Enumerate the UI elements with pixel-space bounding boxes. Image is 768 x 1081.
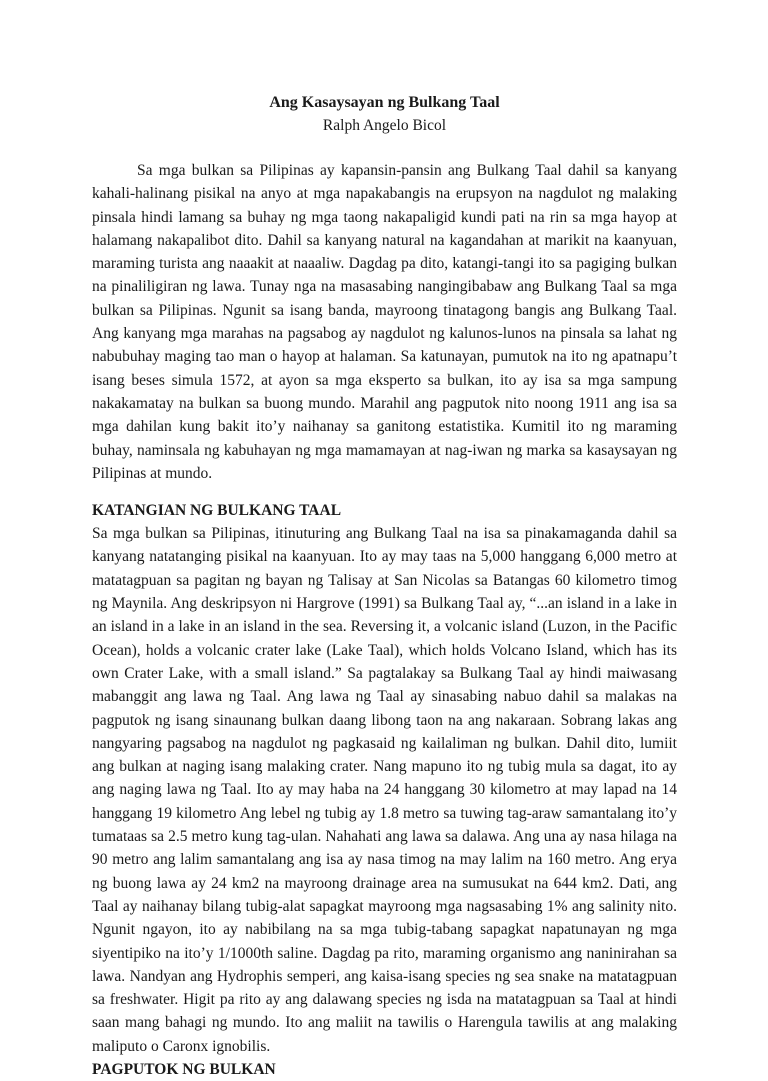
section-paragraph-katangian: Sa mga bulkan sa Pilipinas, itinuturing ang Bulkang Taal na isa sa pinakamaganda dahil sa kanyang natatanging pisikal na kaanyuan. Ito ay may taas na 5,000 hanggang 6,000 metro at matatagpuan sa pagitan ng bayan ng Talisay at San Nicolas sa Batangas 60 kilometro timog ng Maynila. Ang deskripsyon ni Hargrove (1991) sa Bulkang Taal ay, “...an island in a lake in an island in a lake in an island in the sea. Reversing it, a volcanic island (Luzon, in the Pacific Ocean), holds a volcanic crater lake (Lake Taal), which holds Volcano Island, which has its own Crater Lake, with a small island.” Sa pagtalakay sa Bulkang Taal ay hindi maiwasang mabanggit ang lawa ng Taal. Ang lawa ng Taal ay sinasabing nabuo dahil sa malakas na pagputok ng isang sinaunang bulkan daang libong taon na ang nakaraan. Sobrang lakas ang nangyaring pagsabog na nagdulot ng pagkasaid ng kailaliman ng bulkan. Dahil dito, lumiit ang bulkan at naging isang malaking crater. Nang mapuno ito ng tubig mula sa dagat, ito ay ang naging lawa ng Taal. Ito ay may haba na 24 hanggang 30 kilometro at may lapad na 14 hanggang 19 kilometro Ang lebel ng tubig ay 1.8 metro sa tuwing tag-araw samantalang ito’y tumataas sa 2.5 metro kung tag-ulan. Nahahati ang lawa sa dalawa. Ang una ay nasa hilaga na 90 metro ang lalim samantalang ang isa ay nasa timog na may lalim na 160 metro. Ang erya ng buong lawa ay 24 km2 na mayroong drainage area na sumusukat na 644 km2. Dati, ang Taal ay naihanay bilang tubig-alat sapagkat mayroong mga nagsasabing 1% ang salinity nito. Ngunit ngayon, ito ay nabibilang na sa mga tubig-tabang sapagkat napatunayan ng mga siyentipiko na ito’y 1/1000th saline. Dagdag pa rito, maraming organismo ang naninirahan sa lawa. Nandyan ang Hydrophis semperi, ang kaisa-isang species ng sea snake na matatagpuan sa freshwater. Higit pa rito ay ang dalawang species ng isda na matatagpuan sa Taal at hindi saan mang bahagi ng mundo. Ito ang maliit na tawilis o Harengula tawilis at ang malaking maliputo o Caronx ignobilis. (92, 525, 677, 1055)
document-page (92, 91, 677, 1081)
intro-paragraph: Sa mga bulkan sa Pilipinas ay kapansin-pansin ang Bulkang Taal dahil sa kanyang kahali-halinang pisikal na anyo at mga napakabangis na erupsyon na nagdulot ng malaking pinsala hindi lamang sa buhay ng mga taong nakapaligid kundi pati na rin sa mga hayop at halamang nakapalibot dito. Dahil sa kanyang natural na kagandahan at marikit na kaanyuan, maraming turista ang naaakit at naaaliw. Dagdag pa dito, katangi-tangi ito sa pagiging bulkan na pinaliligiran ng lawa. Tunay nga na masasabing nangingibabaw ang Bulkang Taal sa mga bulkan sa Pilipinas. Ngunit sa isang banda, mayroong tinatagong bangis ang Bulkang Taal. Ang kanyang mga marahas na pagsabog ay nagdulot ng kalunos-lunos na pinsala sa lahat ng nabubuhay maging tao man o hayop at halaman. Sa katunayan, pumutok na ito ng apatnapu’t isang beses simula 1572, at ayon sa mga eksperto sa bulkan, ito ay isa sa mga sampung nakakamatay na bulkan sa buong mundo. Marahil ang pagputok nito noong 1911 ang isa sa mga dahilan kung bakit ito’y naihanay sa ganitong estatistika. Kumitil ito ng maraming buhay, naminsala ng kabuhayan ng mga mamamayan at nag-iwan ng marka sa kasaysayan ng Pilipinas at mundo. (92, 162, 677, 482)
document-author: Ralph Angelo Bicol (322, 117, 447, 134)
section-heading-pagputok: PAGPUTOK NG BULKAN (92, 1060, 276, 1078)
document-title: Ang Kasaysayan ng Bulkang Taal (269, 94, 500, 111)
section-heading-katangian: KATANGIAN NG BULKANG TAAL (92, 502, 342, 520)
